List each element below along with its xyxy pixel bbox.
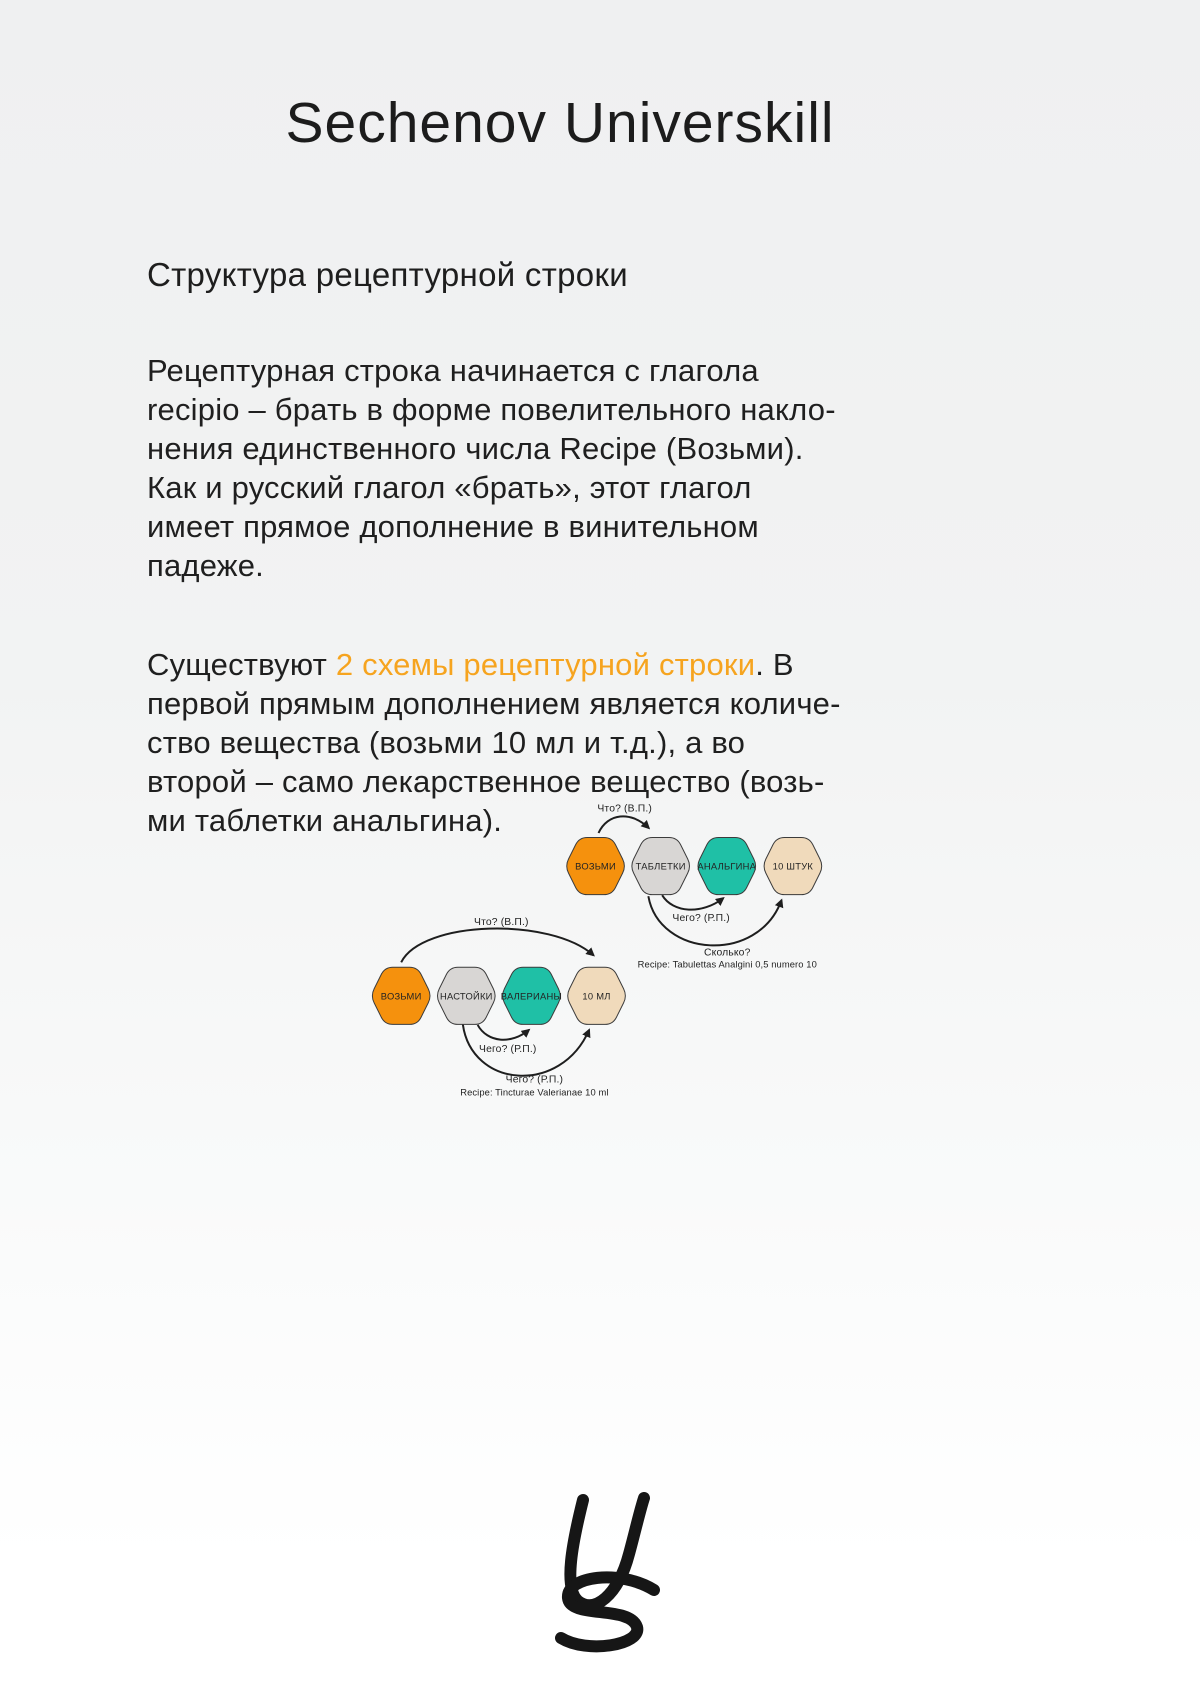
- node-label: 10 МЛ: [582, 991, 611, 1002]
- arrow-label-which-2: Чего? (Р.П.): [505, 1074, 564, 1086]
- arrow-label-which-1: Чего? (Р.П.): [479, 1044, 537, 1056]
- node-label: 10 ШТУК: [772, 861, 814, 872]
- scheme-1-tablets: [567, 803, 822, 969]
- text-plain: . В: [755, 647, 794, 682]
- paragraph-line: первой прямым дополнением является количе-: [147, 686, 841, 721]
- paragraph-line: recipio – брать в форме повелительного накло-: [147, 392, 836, 427]
- node-label: НАСТОЙКИ: [439, 991, 493, 1002]
- node-valerian: [501, 967, 562, 1024]
- node-label: ВАЛЕРИАНЫ: [500, 991, 563, 1002]
- paragraph-intro: [147, 351, 836, 585]
- node-label: АНАЛЬГИНА: [697, 861, 757, 872]
- arrow-what-accusative: [599, 816, 649, 833]
- scheme-1-caption: Recipe: Tabulettas Analgini 0,5 numero 10: [637, 959, 817, 970]
- paragraph-line: [147, 645, 841, 684]
- node-label: ТАБЛЕТКИ: [635, 861, 686, 872]
- arrow-label-what: Что? (В.П.): [597, 803, 652, 815]
- highlighted-text: 2 схемы рецептурной строки: [335, 647, 756, 682]
- node-tablets: [632, 837, 690, 894]
- arrow-label-which: Чего? (Р.П.): [672, 912, 730, 924]
- node-tincture: [437, 967, 495, 1024]
- page-title: Sechenov Universkill: [285, 91, 835, 155]
- paragraph-line: второй – само лекарственное вещество (возь-: [147, 764, 825, 799]
- arrow-which-genitive: [662, 895, 723, 909]
- arrow-label-what: Что? (В.П.): [474, 916, 529, 928]
- scheme-2-caption: Recipe: Tincturae Valerianae 10 ml: [460, 1087, 609, 1098]
- arrow-which-genitive-1: [478, 1025, 529, 1040]
- node-label: ВОЗЬМИ: [380, 991, 422, 1002]
- arrow-label-how-many: Сколько?: [704, 947, 751, 959]
- scheme-2-tincture: [372, 917, 625, 1098]
- node-10-ml: [568, 967, 626, 1024]
- us-logo-icon: [535, 1492, 665, 1667]
- paragraph-line: нения единственного числа Recipe (Возьми).: [147, 431, 804, 466]
- node-10-pieces: [764, 837, 822, 894]
- paragraph-line: ство вещества (возьми 10 мл и т.д.), а во: [147, 725, 746, 760]
- paragraph-line: Рецептурная строка начинается с глагола: [147, 353, 759, 388]
- text-plain: Существуют: [147, 647, 336, 682]
- paragraph-line: имеет прямое дополнение в винительном: [147, 509, 759, 544]
- paragraph-line: падеже.: [147, 548, 264, 583]
- prescription-schemes-diagram: [0, 760, 1200, 1500]
- paragraph-line: ми таблетки анальгина).: [147, 803, 503, 838]
- section-heading: Структура рецептурной строки: [147, 256, 628, 293]
- node-analgin: [697, 837, 756, 894]
- arrow-what-accusative: [401, 929, 593, 963]
- node-take-2: [372, 967, 430, 1024]
- node-label: ВОЗЬМИ: [575, 861, 616, 872]
- paragraph-line: Как и русский глагол «брать», этот глагол: [147, 470, 752, 505]
- node-take-1: [567, 837, 625, 894]
- logo-u-stroke: [570, 1498, 644, 1605]
